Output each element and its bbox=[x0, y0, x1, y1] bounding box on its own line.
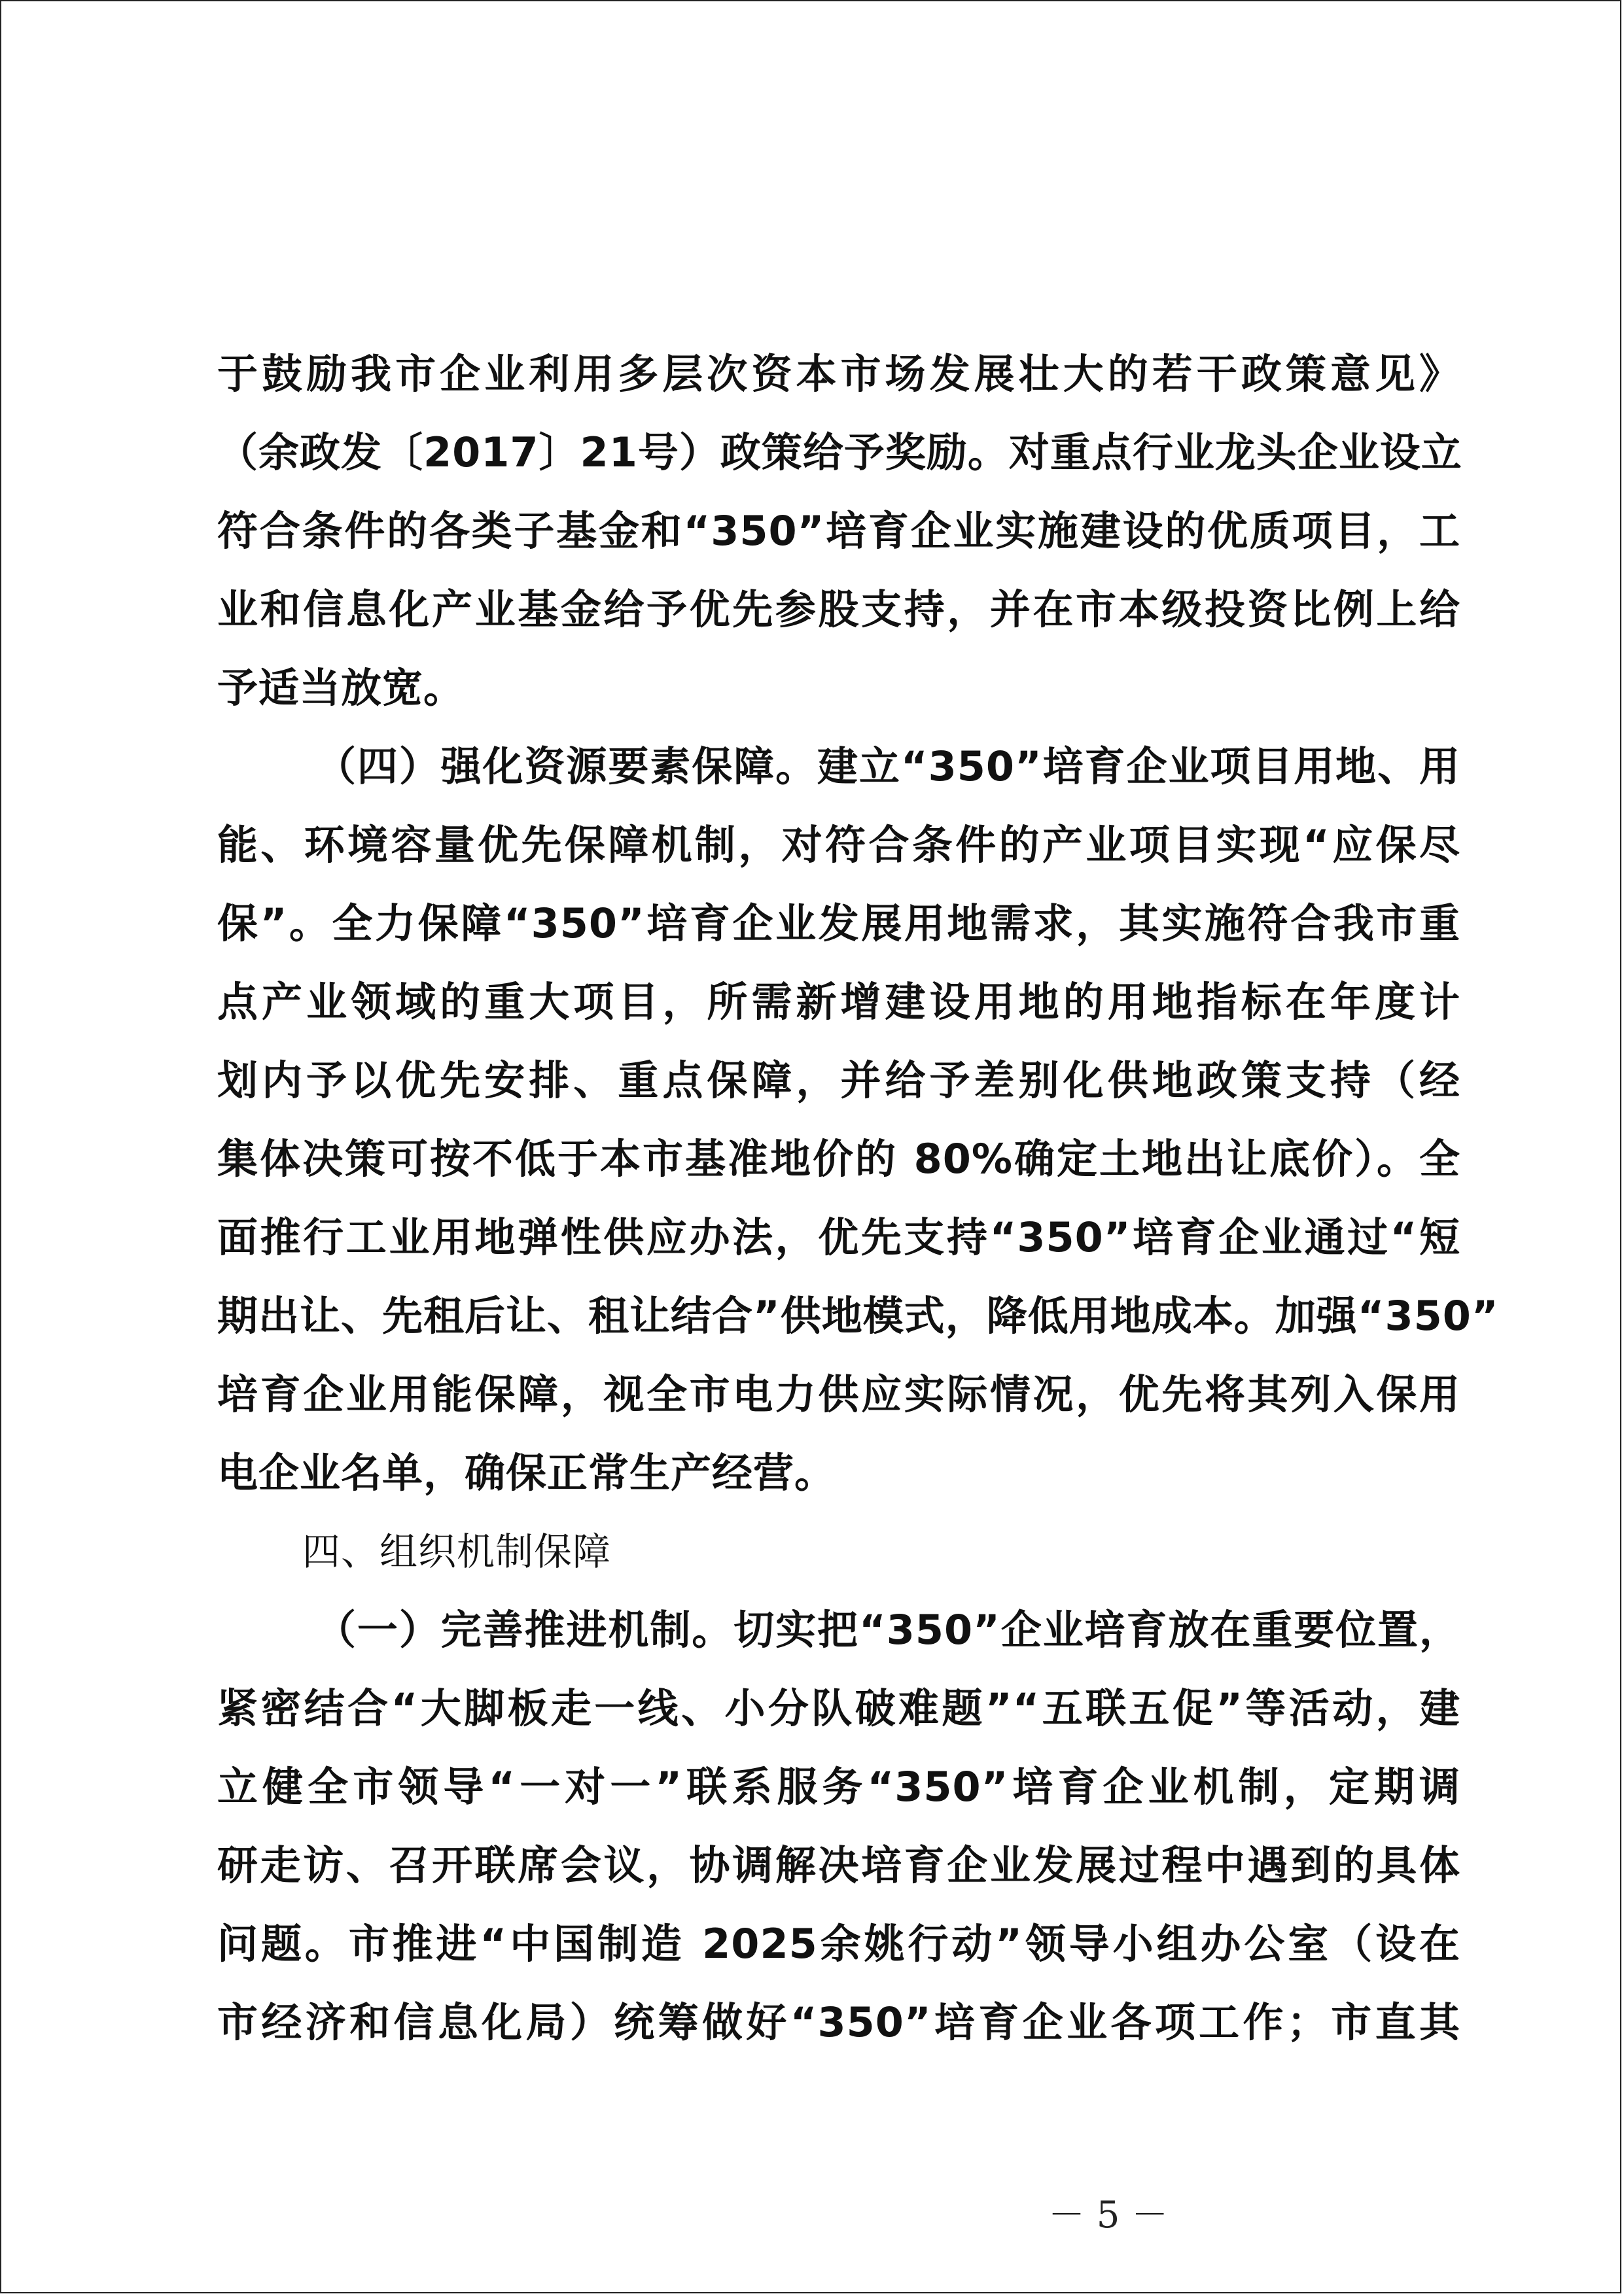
text-line: 研走访、召开联席会议，协调解决培育企业发展过程中遇到的具体 bbox=[217, 1841, 1460, 1889]
text-line: 保”。全力保障“350”培育企业发展用地需求，其实施符合我市重 bbox=[217, 899, 1460, 947]
section-heading: 四、组织机制保障 bbox=[302, 1529, 612, 1574]
text-line: （一）完善推进机制。切实把“350”企业培育放在重要位置， bbox=[315, 1606, 1460, 1654]
text-line: 集体决策可按不低于本市基准地价的 80%确定土地出让底价）。全 bbox=[217, 1135, 1460, 1183]
text-line: 培育企业用能保障，视全市电力供应实际情况，优先将其列入保用 bbox=[217, 1370, 1460, 1418]
text-line: （四）强化资源要素保障。建立“350”培育企业项目用地、用 bbox=[315, 742, 1460, 790]
text-line: 面推行工业用地弹性供应办法，优先支持“350”培育企业通过“短 bbox=[217, 1213, 1460, 1261]
document-body bbox=[217, 335, 1499, 2062]
text-line: （余政发〔2017〕21号）政策给予奖励。对重点行业龙头企业设立 bbox=[217, 428, 1462, 476]
text-line: 于鼓励我市企业利用多层次资本市场发展壮大的若干政策意见》 bbox=[217, 350, 1460, 398]
text-line: 划内予以优先安排、重点保障，并给予差别化供地政策支持（经 bbox=[217, 1056, 1460, 1104]
text-line: 电企业名单，确保正常生产经营。 bbox=[217, 1449, 836, 1497]
text-line: 立健全市领导“一对一”联系服务“350”培育企业机制，定期调 bbox=[217, 1763, 1460, 1811]
text-line: 符合条件的各类子基金和“350”培育企业实施建设的优质项目，工 bbox=[217, 507, 1460, 555]
text-line: 问题。市推进“中国制造 2025余姚行动”领导小组办公室（设在 bbox=[217, 1920, 1460, 1968]
page-number: － 5 － bbox=[1048, 2194, 1169, 2236]
text-line: 点产业领域的重大项目，所需新增建设用地的用地指标在年度计 bbox=[217, 978, 1460, 1026]
text-line: 紧密结合“大脚板走一线、小分队破难题”“五联五促”等活动，建 bbox=[217, 1684, 1460, 1732]
text-line: 予适当放宽。 bbox=[217, 664, 465, 712]
text-line: 能、环境容量优先保障机制，对符合条件的产业项目实现“应保尽 bbox=[217, 821, 1460, 869]
text-line: 期出让、先租后让、租让结合”供地模式，降低用地成本。加强“350” bbox=[217, 1292, 1499, 1340]
text-line: 业和信息化产业基金给予优先参股支持，并在市本级投资比例上给 bbox=[217, 585, 1460, 633]
text-line: 市经济和信息化局）统筹做好“350”培育企业各项工作；市直其 bbox=[217, 1998, 1460, 2046]
